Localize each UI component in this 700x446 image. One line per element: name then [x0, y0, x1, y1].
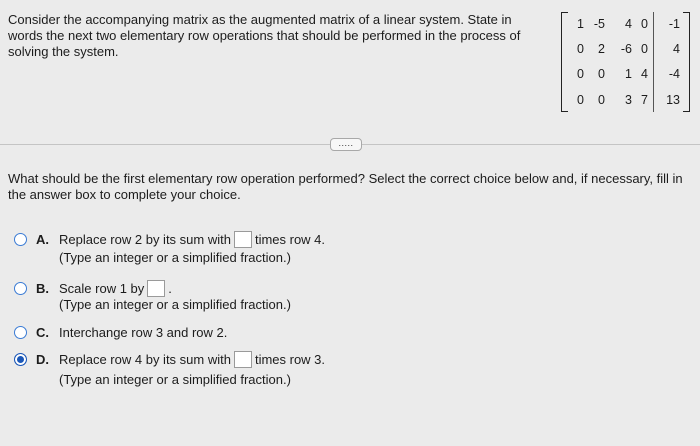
augment-divider-line [653, 12, 654, 112]
choice-text-after: times row 4. [254, 232, 326, 247]
matrix-cell: -6 [620, 42, 632, 56]
choice-letter: D. [36, 352, 49, 367]
choice-hint: (Type an integer or a simplified fraction.) [59, 250, 291, 265]
matrix-cell: 1 [577, 17, 584, 31]
augmented-matrix [561, 12, 690, 112]
choice-text-after: . [168, 281, 172, 296]
radio-button-c[interactable] [14, 326, 27, 339]
choice-b-text [59, 281, 172, 298]
matrix-cell: 0 [577, 67, 584, 81]
choice-d-text [59, 352, 325, 369]
radio-button-b[interactable] [14, 282, 27, 295]
matrix-cell: 0 [598, 93, 605, 107]
matrix-cell: 1 [625, 67, 632, 81]
matrix-cell: 0 [598, 67, 605, 81]
matrix-right-bracket [683, 12, 690, 112]
choice-text-after: times row 3. [254, 352, 326, 367]
matrix-cell: 4 [641, 67, 648, 81]
matrix-cell: 0 [641, 17, 648, 31]
matrix-cell: 3 [625, 93, 632, 107]
choice-hint: (Type an integer or a simplified fraction.) [59, 372, 291, 387]
more-button[interactable]: ..... [330, 138, 362, 151]
choice-a-text [59, 232, 325, 249]
radio-button-a[interactable] [14, 233, 27, 246]
answer-box-a[interactable] [234, 231, 252, 248]
question-text: Consider the accompanying matrix as the augmented matrix of a linear system. State in words the next two elementary row operations that should be performed in the process of solving the system. [8, 12, 521, 59]
matrix-cell: 2 [598, 42, 605, 56]
answer-box-d[interactable] [234, 351, 252, 368]
matrix-cell: -1 [668, 17, 680, 31]
choice-letter: C. [36, 325, 49, 340]
matrix-cell: 4 [673, 42, 680, 56]
choice-letter: B. [36, 281, 49, 296]
answer-box-b[interactable] [147, 280, 165, 297]
matrix-cell: -5 [593, 17, 605, 31]
matrix-cell: 0 [641, 42, 648, 56]
radio-button-d-selected[interactable] [14, 353, 27, 366]
choice-text-before: Replace row 2 by its sum with [59, 232, 231, 247]
matrix-cell: -4 [668, 67, 680, 81]
matrix-cell: 0 [577, 93, 584, 107]
choice-c-text: Interchange row 3 and row 2. [59, 325, 228, 340]
matrix-cell: 13 [666, 93, 680, 107]
choice-text-before: Replace row 4 by its sum with [59, 352, 231, 367]
prompt-text: What should be the first elementary row operation performed? Select the correct choice below and, if necessary, fill in the answer box to complete your choice. [8, 171, 683, 202]
matrix-cell: 0 [577, 42, 584, 56]
matrix-cell: 4 [625, 17, 632, 31]
matrix-cell: 7 [641, 93, 648, 107]
choice-hint: (Type an integer or a simplified fraction.) [59, 297, 291, 312]
choice-text-before: Scale row 1 by [59, 281, 145, 296]
choice-letter: A. [36, 232, 49, 247]
